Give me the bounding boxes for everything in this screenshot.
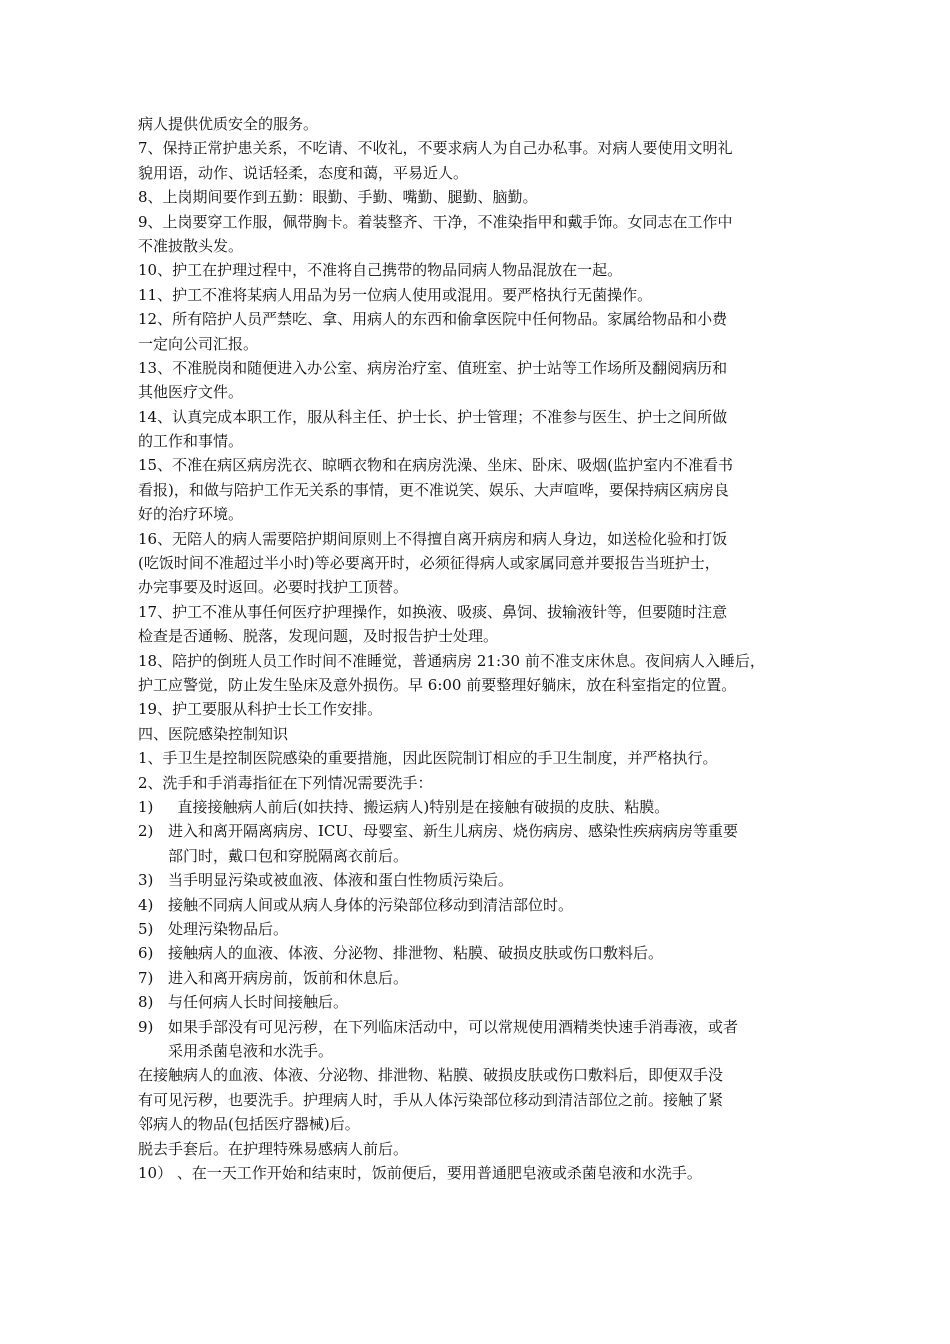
list-item <box>138 941 830 965</box>
text-line: 在接触病人的血液、体液、分泌物、排泄物、粘膜、破损皮肤或伤口敷料后，即便双手没 <box>138 1066 724 1085</box>
paragraph <box>138 649 830 698</box>
list-item-number: 5) <box>138 919 154 938</box>
list-item-number: 4) <box>138 895 154 914</box>
text-line: 有可见污秽，也要洗手。护理病人时，手从人体污染部位移动到清洁部位之前。接触了紧 <box>138 1090 724 1109</box>
paragraph <box>138 258 830 282</box>
text-line: 18、陪护的倒班人员工作时间不准睡觉，普通病房 21:30 前不准支床休息。夜间病人入睡后， <box>138 651 765 670</box>
text-line: 直接接触病人前后(如扶持、搬运病人)特别是在接触有破损的皮肤、粘膜。 <box>168 797 670 816</box>
text-line: 其他医疗文件。 <box>138 383 244 402</box>
text-line: 7、保持正常护患关系，不吃请、不收礼，不要求病人为自己办私事。对病人要使用文明礼 <box>138 139 733 158</box>
paragraph <box>138 210 830 259</box>
closing-section <box>138 1063 830 1185</box>
list-item-number: 7) <box>138 968 154 987</box>
paragraph <box>138 136 830 185</box>
list-item <box>138 990 830 1014</box>
text-line: 一定向公司汇报。 <box>138 334 259 353</box>
text-line: 四、医院感染控制知识 <box>138 724 289 743</box>
text-line: 办完事要及时返回。必要时找护工顶替。 <box>138 578 409 597</box>
list-item-text <box>168 819 830 868</box>
paragraph <box>138 283 830 307</box>
text-line: 14、认真完成本职工作，服从科主任、护士长、护士管理；不准参与医生、护士之间所做 <box>138 407 728 426</box>
text-line: 脱去手套后。在护理特殊易感病人前后。 <box>138 1139 409 1158</box>
paragraph <box>138 600 830 649</box>
text-line: 不准披散头发。 <box>138 236 244 255</box>
text-line: 病人提供优质安全的服务。 <box>138 115 319 133</box>
paragraph <box>138 356 830 405</box>
text-line: 9、上岗要穿工作服，佩带胸卡。着装整齐、干净，不准染指甲和戴手饰。女同志在工作中 <box>138 212 733 231</box>
text-line: 与任何病人长时间接触后。 <box>168 993 349 1012</box>
list-item-number: 6) <box>138 944 154 963</box>
text-line: 1、手卫生是控制医院感染的重要措施，因此医院制订相应的手卫生制度，并严格执行。 <box>138 749 718 768</box>
paragraph <box>138 185 830 209</box>
text-line: 如果手部没有可见污秽，在下列临床活动中，可以常规使用酒精类快速手消毒液，或者 <box>168 1017 739 1036</box>
text-line: 的工作和事情。 <box>138 432 244 451</box>
list-item-text <box>168 795 830 819</box>
text-line: 好的治疗环境。 <box>138 505 244 524</box>
paragraph <box>138 722 830 746</box>
text-line: 19、护工要服从科护士长工作安排。 <box>138 700 383 719</box>
list-item-text <box>168 1015 830 1064</box>
list-item-number: 3) <box>138 871 154 890</box>
text-line: 貌用语，动作、说话轻柔，态度和蔼，平易近人。 <box>138 163 469 182</box>
text-line: 处理污染物品后。 <box>168 919 289 938</box>
text-line: 进入和离开病房前，饭前和休息后。 <box>168 968 409 987</box>
list-item-number: 8) <box>138 993 154 1012</box>
list-item-text <box>168 868 830 892</box>
text-line: 11、护工不准将某病人用品为另一位病人使用或混用。要严格执行无菌操作。 <box>138 285 653 304</box>
text-line: 15、不准在病区病房洗衣、晾晒衣物和在病房洗澡、坐床、卧床、吸烟(监护室内不准看书 <box>138 456 733 475</box>
list-item <box>138 917 830 941</box>
list-item-number: 2) <box>138 822 154 841</box>
paragraph <box>138 1161 830 1185</box>
handwash-indications-list <box>138 795 830 1063</box>
list-item-text <box>168 990 830 1014</box>
list-item <box>138 966 830 990</box>
paragraph <box>138 1063 830 1136</box>
paragraph <box>138 112 830 136</box>
text-line: 部门时，戴口包和穿脱隔离衣前后。 <box>168 846 409 865</box>
text-line: 看报)，和做与陪护工作无关系的事情，更不准说笑、娱乐、大声喧哗，要保持病区病房良 <box>138 480 729 499</box>
document-page <box>138 112 830 1185</box>
paragraph <box>138 746 830 770</box>
text-line: 2、洗手和手消毒指征在下列情况需要洗手： <box>138 773 433 792</box>
list-item-number: 9) <box>138 1017 154 1036</box>
text-line: 邻病人的物品(包括医疗器械)后。 <box>138 1115 360 1134</box>
text-line: 17、护工不准从事任何医疗护理操作，如换液、吸痰、鼻饲、拔输液针等，但要随时注意 <box>138 602 728 621</box>
paragraph <box>138 307 830 356</box>
text-line: 接触不同病人间或从病人身体的污染部位移动到清洁部位时。 <box>168 895 574 914</box>
list-item <box>138 795 830 819</box>
text-line: (吃饭时间不准超过半小时)等必要离开时，必须征得病人或家属同意并要报告当班护士， <box>138 554 720 573</box>
paragraph <box>138 453 830 526</box>
text-line: 10） 、在一天工作开始和结束时，饭前便后，要用普通肥皂液或杀菌皂液和水洗手。 <box>138 1163 702 1182</box>
rules-section <box>138 112 830 795</box>
paragraph <box>138 527 830 600</box>
list-item-number: 1) <box>138 797 154 816</box>
text-line: 当手明显污染或被血液、体液和蛋白性物质污染后。 <box>168 871 514 890</box>
text-line: 接触病人的血液、体液、分泌物、排泄物、粘膜、破损皮肤或伤口敷料后。 <box>168 944 664 963</box>
text-line: 12、所有陪护人员严禁吃、拿、用病人的东西和偷拿医院中任何物品。家属给物品和小费 <box>138 310 728 329</box>
text-line: 检查是否通畅、脱落，发现问题，及时报告护士处理。 <box>138 627 499 646</box>
text-line: 16、无陪人的病人需要陪护期间原则上不得擅自离开病房和病人身边，如送检化验和打饭 <box>138 529 728 548</box>
text-line: 进入和离开隔离病房、ICU、母婴室、新生儿病房、烧伤病房、感染性疾病病房等重要 <box>168 822 739 841</box>
paragraph <box>138 697 830 721</box>
text-line: 采用杀菌皂液和水洗手。 <box>168 1041 334 1060</box>
text-line: 13、不准脱岗和随便进入办公室、病房治疗室、值班室、护士站等工作场所及翻阅病历和 <box>138 358 728 377</box>
text-line: 8、上岗期间要作到五勤：眼勤、手勤、嘴勤、腿勤、脑勤。 <box>138 188 538 207</box>
paragraph <box>138 771 830 795</box>
list-item-text <box>168 966 830 990</box>
paragraph <box>138 1137 830 1161</box>
list-item-text <box>168 941 830 965</box>
list-item <box>138 868 830 892</box>
list-item-text <box>168 893 830 917</box>
list-item <box>138 819 830 868</box>
text-line: 10、护工在护理过程中，不准将自己携带的物品同病人物品混放在一起。 <box>138 261 623 280</box>
text-line: 护工应警觉，防止发生坠床及意外损伤。早 6:00 前要整理好躺床，放在科室指定的位置。 <box>138 675 737 694</box>
list-item <box>138 893 830 917</box>
list-item-text <box>168 917 830 941</box>
list-item <box>138 1015 830 1064</box>
paragraph <box>138 405 830 454</box>
